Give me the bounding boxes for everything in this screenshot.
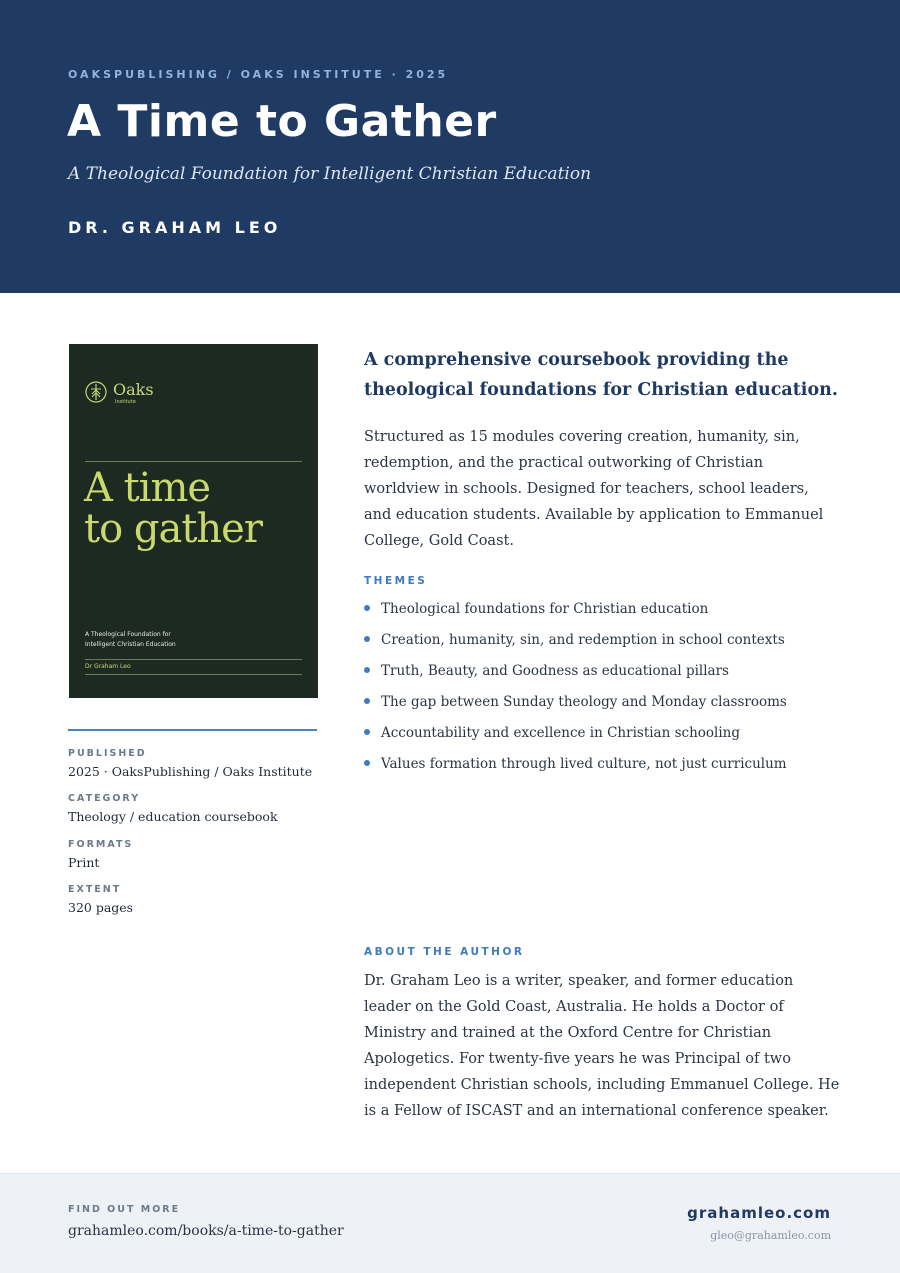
book-cover-image (69, 344, 318, 698)
meta-value-published: 2025 · OaksPublishing / Oaks Institute (68, 764, 313, 779)
bullet-icon (364, 729, 370, 735)
about-author-text: Dr. Graham Leo is a writer, speaker, and former education leader on the Gold Coast, Australia. He holds a Doctor of Ministry and trained at the Oxford Centre for Christian Apologetics. For twenty-five years he was Principal of two independent Christian schools, including Emmanuel College. He is a Fellow of ISCAST and an international conference speaker. (364, 973, 840, 1119)
book-lede: A comprehensive coursebook providing the theological foundations for Christian education. (364, 350, 838, 400)
author-name: DR. GRAHAM LEO (68, 218, 282, 237)
book-title: A Time to Gather (67, 96, 497, 147)
find-out-more-label: FIND OUT MORE (68, 1204, 181, 1215)
themes-list (364, 600, 844, 786)
book-description: Structured as 15 modules covering creation, humanity, sin, redemption, and the practical outworking of Christian worldview in schools. Designed for teachers, school leaders, and education students. Available by application to Emmanuel College, Gold Coast. (364, 429, 824, 549)
theme-text: Theological foundations for Christian education (381, 601, 709, 617)
email-link[interactable]: gleo@grahamleo.com (710, 1229, 831, 1242)
page-header (0, 0, 900, 293)
book-subtitle: A Theological Foundation for Intelligent Christian Education (68, 164, 592, 184)
meta-value-formats: Print (68, 855, 100, 870)
theme-text: Accountability and excellence in Christian schooling (381, 725, 741, 741)
meta-value-category: Theology / education coursebook (68, 809, 278, 824)
list-item (364, 693, 844, 724)
cover-divider (85, 674, 302, 675)
cover-subtitle-line1: A Theological Foundation for (85, 631, 171, 638)
meta-divider (68, 729, 317, 731)
website-link[interactable]: grahamleo.com (687, 1204, 831, 1222)
bullet-icon (364, 636, 370, 642)
theme-text: Truth, Beauty, and Goodness as educational pillars (381, 663, 729, 679)
list-item (364, 755, 844, 786)
book-page-link[interactable]: grahamleo.com/books/a-time-to-gather (68, 1223, 344, 1239)
theme-text: Creation, humanity, sin, and redemption in school contexts (381, 632, 785, 648)
meta-value-extent: 320 pages (68, 900, 134, 915)
bullet-icon (364, 760, 370, 766)
cover-brand-sub: Institute (115, 399, 136, 405)
publisher-eyebrow: OAKSPUBLISHING / OAKS INSTITUTE · 2025 (68, 68, 449, 81)
cover-divider (85, 659, 302, 660)
cover-divider (85, 461, 302, 462)
list-item (364, 600, 844, 631)
cover-author: Dr Graham Leo (85, 663, 131, 670)
bullet-icon (364, 698, 370, 704)
oak-tree-emblem-icon (85, 380, 107, 406)
meta-label-formats: FORMATS (68, 839, 134, 850)
meta-label-extent: EXTENT (68, 884, 122, 895)
bullet-icon (364, 667, 370, 673)
meta-label-category: CATEGORY (68, 793, 141, 804)
about-author-heading: ABOUT THE AUTHOR (364, 946, 525, 958)
list-item (364, 631, 844, 662)
bullet-icon (364, 605, 370, 611)
list-item (364, 662, 844, 693)
meta-label-published: PUBLISHED (68, 748, 147, 759)
themes-heading: THEMES (364, 575, 428, 587)
theme-text: The gap between Sunday theology and Monday classrooms (381, 694, 787, 710)
cover-title-line1: A time (84, 465, 211, 511)
cover-subtitle-line2: Intelligent Christian Education (85, 641, 176, 648)
cover-title-line2: to gather (84, 506, 262, 552)
page-footer (0, 1173, 900, 1273)
theme-text: Values formation through lived culture, not just curriculum (381, 756, 787, 772)
cover-brand: Oaks (113, 380, 154, 399)
list-item (364, 724, 844, 755)
